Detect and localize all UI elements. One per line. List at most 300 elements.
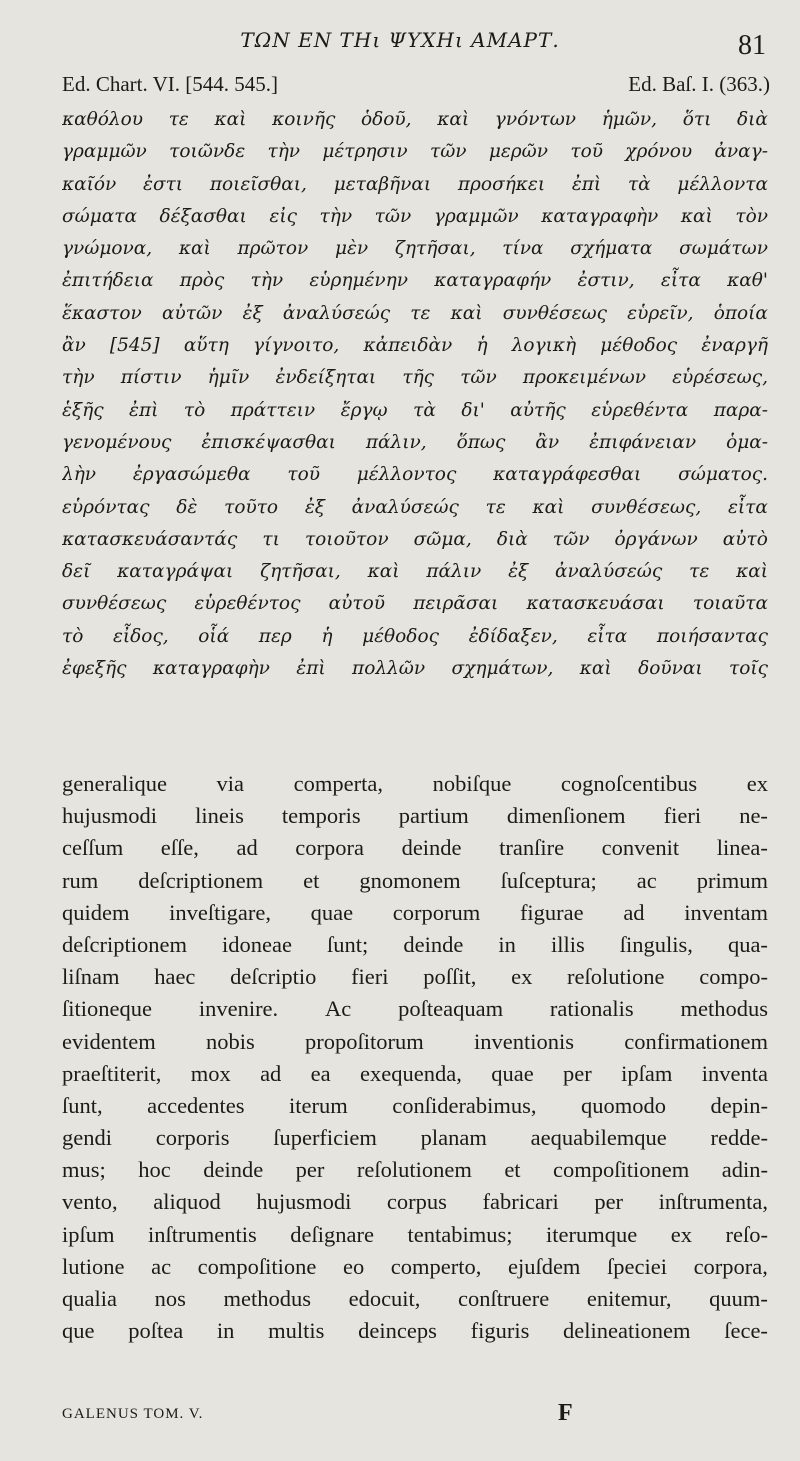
- word: αὐτῶν: [162, 302, 223, 324]
- word: εἶδος,: [112, 625, 169, 647]
- word: inſtrumenta,: [658, 1189, 768, 1215]
- latin-text-line: [62, 1154, 768, 1186]
- word: ποιεῖσθαι,: [209, 173, 307, 195]
- greek-text-line: [62, 265, 768, 297]
- word: conſiderabimus,: [392, 1092, 537, 1118]
- word: τοῦ: [570, 141, 603, 163]
- word: iterumque: [545, 1221, 638, 1247]
- running-title: ΤΩΝ ΕΝ ΤΗι ΨΥΧΗι ΑΜΑΡΤ.: [240, 28, 560, 52]
- word: ἐπιτήδεια: [62, 270, 154, 292]
- word: τὸ: [62, 625, 84, 647]
- word: εὑρεθέντα: [591, 399, 689, 421]
- word: εὑρέσεως,: [672, 367, 768, 389]
- word: deinceps: [358, 1318, 437, 1344]
- word: ἐστιν,: [577, 270, 635, 292]
- word: καὶ: [450, 302, 483, 324]
- word: τὸν: [735, 205, 768, 227]
- page-number: 81: [738, 30, 766, 61]
- word: διὰ: [496, 528, 528, 550]
- word: gnomonem: [359, 867, 461, 893]
- word: adin-: [721, 1157, 768, 1183]
- word: καὶ: [532, 496, 565, 518]
- word: εἰς: [269, 205, 297, 227]
- edition-reference-line: [62, 72, 770, 100]
- word: μεταβῆναι: [333, 173, 432, 195]
- word: invenire.: [198, 996, 279, 1022]
- greek-text-line: [62, 104, 768, 136]
- word: λὴν: [62, 464, 97, 486]
- latin-text-line: [62, 1283, 768, 1315]
- word: conſtruere: [458, 1286, 550, 1311]
- word: ἡμῖν: [207, 367, 250, 389]
- word: τῶν: [460, 367, 497, 389]
- printer-signature: GALENUS TOM. V.: [62, 1406, 204, 1422]
- word: χρόνου: [625, 141, 693, 163]
- greek-text-line: [62, 233, 768, 265]
- word: εὑρόντας: [62, 496, 150, 518]
- word: ἐπιφάνειαν: [589, 431, 697, 453]
- word: reſolutionem: [356, 1157, 472, 1183]
- word: ejuſdem: [507, 1253, 581, 1279]
- word: deinde: [203, 1157, 264, 1183]
- word: ex: [746, 771, 768, 796]
- word: generalique: [62, 771, 167, 796]
- word: primum: [696, 867, 768, 893]
- word: ἐπὶ: [129, 399, 159, 421]
- word: confirmationem: [624, 1028, 768, 1054]
- word: συνθέσεως,: [591, 496, 702, 518]
- word: γνόντων: [494, 109, 577, 130]
- word: compoſitionem: [553, 1157, 690, 1183]
- word: ne-: [739, 803, 768, 829]
- word: πρῶτον: [237, 238, 309, 260]
- word: τε: [410, 302, 431, 324]
- word: ἡμῶν,: [601, 109, 658, 130]
- word: κἀπειδὰν: [363, 335, 453, 357]
- word: ſitioneque: [62, 996, 152, 1022]
- word: καταγραφὴν: [541, 205, 659, 227]
- word: in: [216, 1318, 235, 1344]
- word: καταγράψαι: [117, 561, 234, 583]
- word: ἐναργῆ: [701, 335, 768, 357]
- latin-text-line: [62, 1186, 768, 1218]
- word: gendi: [62, 1125, 112, 1151]
- word: τοιαῦτα: [692, 593, 768, 615]
- word: deſcriptionem: [138, 867, 264, 893]
- word: σχημάτων,: [451, 658, 554, 680]
- word: corporum: [392, 899, 481, 925]
- word: per: [594, 1189, 624, 1215]
- word: πολλῶν: [352, 658, 426, 680]
- word: tentabimus;: [407, 1221, 513, 1247]
- word: τοιοῦτον: [304, 528, 389, 550]
- word: quae: [310, 899, 354, 925]
- word: ἀναλύσεώς: [351, 496, 459, 518]
- word: enitemur,: [586, 1286, 672, 1311]
- word: ὅτι: [682, 109, 712, 130]
- word: edocuit,: [348, 1286, 421, 1311]
- word: mus;: [62, 1157, 106, 1183]
- word: ad: [236, 835, 258, 861]
- word: τῶν: [374, 205, 412, 227]
- word: per: [295, 1157, 325, 1183]
- word: πίστιν: [120, 367, 182, 389]
- word: comperto,: [390, 1253, 482, 1279]
- latin-text-line: [62, 865, 768, 897]
- word: ἡ: [476, 335, 488, 357]
- latin-text-line: [62, 929, 768, 961]
- word: lineis: [195, 803, 244, 829]
- word: evidentem: [62, 1028, 156, 1054]
- word: ἔργῳ: [340, 399, 388, 421]
- word: πάλιν: [426, 561, 482, 583]
- word: ὁποία: [713, 302, 768, 324]
- word: deinde: [401, 835, 462, 861]
- greek-text-block: [62, 104, 768, 685]
- word: εἶτα: [587, 625, 628, 647]
- word: καὶ: [579, 658, 612, 680]
- word: corporis: [155, 1125, 230, 1151]
- greek-text-line: [62, 492, 768, 524]
- word: συνθέσεως: [62, 593, 167, 615]
- word: ἀναλύσεώς: [282, 302, 391, 324]
- word: μέθοδος: [362, 625, 439, 647]
- word: deſignare: [290, 1221, 374, 1247]
- word: σχήματα: [570, 238, 653, 260]
- word: per: [563, 1060, 592, 1086]
- word: καὶ: [437, 109, 470, 130]
- word: ἕκαστον: [62, 302, 142, 324]
- word: αὐτῆς: [510, 399, 566, 421]
- greek-text-line: [62, 588, 768, 620]
- word: ἐπὶ: [296, 658, 326, 680]
- word: propoſitorum: [305, 1028, 424, 1054]
- word: γίγνοιτο,: [253, 335, 340, 357]
- page-footer: [62, 1400, 770, 1432]
- word: ἐδίδαξεν,: [468, 625, 558, 647]
- word: καθ': [727, 270, 768, 292]
- word: nobiſque: [432, 771, 512, 796]
- word: τοιῶνδε: [169, 141, 246, 163]
- word: καθόλου: [62, 109, 144, 130]
- word: τὴν: [267, 141, 301, 163]
- word: ἐξ: [304, 496, 325, 518]
- word: μερῶν: [488, 141, 549, 163]
- greek-text-line: [62, 556, 768, 588]
- word: illis: [550, 931, 585, 957]
- word: μέθοδος: [600, 335, 678, 357]
- latin-text-line: [62, 961, 768, 993]
- word: ἐνδείξηται: [275, 367, 377, 389]
- word: τι: [262, 528, 280, 550]
- word: mox: [190, 1060, 231, 1086]
- word: deinde: [403, 931, 464, 957]
- word: praeſtiterit,: [62, 1060, 162, 1086]
- word: δέξασθαι: [159, 205, 247, 227]
- word: poſtea: [128, 1318, 184, 1344]
- word: corpora: [295, 835, 364, 861]
- word: καταγραφὴν: [152, 658, 270, 680]
- word: lutione: [62, 1253, 125, 1279]
- word: comperta,: [293, 771, 383, 796]
- word: ipſum: [62, 1221, 115, 1247]
- latin-text-line: [62, 1058, 768, 1090]
- word: iterum: [289, 1092, 348, 1118]
- word: [545]: [109, 335, 160, 357]
- word: καῖόν: [62, 173, 117, 195]
- word: compo-: [699, 964, 768, 990]
- word: via: [216, 771, 245, 796]
- word: tranſire: [499, 835, 565, 861]
- word: τὴν: [62, 367, 95, 389]
- word: καταγράφεσθαι: [493, 464, 642, 486]
- word: reſolutione: [567, 964, 665, 990]
- word: exequenda,: [360, 1060, 462, 1086]
- word: inventionis: [474, 1028, 575, 1054]
- word: ἂν: [62, 335, 86, 357]
- word: διὰ: [737, 109, 768, 130]
- latin-text-line: [62, 800, 768, 832]
- word: τίνα: [502, 238, 544, 260]
- word: τὸ: [183, 399, 206, 421]
- word: δὲ: [176, 496, 198, 518]
- word: quae: [491, 1060, 534, 1086]
- word: ὁμα-: [726, 431, 768, 453]
- greek-text-line: [62, 201, 768, 233]
- word: reſo-: [725, 1221, 768, 1247]
- word: τῆς: [402, 367, 435, 389]
- word: πράττειν: [230, 399, 316, 421]
- word: εἶτα: [660, 270, 701, 292]
- word: deſcriptio: [230, 964, 317, 990]
- word: ἀναγ-: [714, 141, 768, 163]
- word: idoneae: [222, 931, 292, 957]
- word: ſuperficiem: [273, 1125, 377, 1151]
- word: ex: [670, 1221, 692, 1247]
- word: εὑρεῖν,: [627, 302, 694, 324]
- word: ἡ: [321, 625, 333, 647]
- word: τὰ: [627, 173, 651, 195]
- word: μέτρησιν: [322, 141, 408, 163]
- word: ζητῆσαι,: [260, 561, 341, 583]
- word: ἐξ: [508, 561, 529, 583]
- word: depin-: [710, 1092, 768, 1118]
- word: corpora,: [693, 1253, 768, 1279]
- word: nos: [154, 1286, 186, 1311]
- word: ἂν: [535, 431, 560, 453]
- word: τὴν: [319, 205, 353, 227]
- word: κατασκευάσαι: [526, 593, 665, 615]
- latin-text-line: [62, 897, 768, 929]
- word: cognoſcentibus: [560, 771, 698, 796]
- word: σώματος.: [678, 464, 768, 486]
- word: ſuſceptura;: [500, 867, 597, 893]
- word: qualia: [62, 1286, 117, 1311]
- word: πάλιν,: [365, 431, 427, 453]
- word: que: [62, 1318, 95, 1344]
- word: αὐτὸ: [722, 528, 768, 550]
- word: δι': [461, 399, 485, 421]
- word: inſtrumentis: [148, 1221, 257, 1247]
- word: σωμάτων: [679, 238, 768, 260]
- word: γραμμῶν: [433, 205, 519, 227]
- edition-reference-basel: Ed. Baſ. I. (363.): [628, 72, 770, 96]
- word: ἐξ: [242, 302, 263, 324]
- word: καταγραφήν: [434, 270, 552, 292]
- word: ac: [151, 1253, 172, 1279]
- word: figuris: [470, 1318, 530, 1344]
- word: in: [498, 931, 516, 957]
- signature-mark: F: [558, 1400, 573, 1426]
- word: τὴν: [250, 270, 284, 292]
- latin-text-line: [62, 1026, 768, 1058]
- word: λογικὴ: [511, 335, 577, 357]
- word: quidem: [62, 899, 130, 925]
- word: οἷά: [198, 625, 230, 647]
- word: εὑρημένην: [309, 270, 408, 292]
- word: ac: [636, 867, 657, 893]
- word: προσήκει: [457, 173, 546, 195]
- word: μὲν: [334, 238, 369, 260]
- word: ἑξῆς: [62, 399, 104, 421]
- word: γνώμονα,: [62, 238, 153, 260]
- word: deſcriptionem: [62, 931, 187, 957]
- word: linea-: [716, 835, 768, 861]
- word: accedentes: [147, 1092, 245, 1118]
- word: nobis: [205, 1028, 255, 1054]
- word: ἐφεξῆς: [62, 658, 127, 680]
- greek-text-line: [62, 459, 768, 491]
- word: temporis: [281, 803, 361, 829]
- word: τῶν: [552, 528, 590, 550]
- word: hoc: [138, 1157, 171, 1183]
- word: ποιήσαντας: [656, 625, 768, 647]
- word: αὐτοῦ: [328, 593, 385, 615]
- word: γραμμῶν: [62, 141, 147, 163]
- greek-text-line: [62, 427, 768, 459]
- word: ſunt;: [327, 931, 369, 957]
- word: Ac: [325, 996, 352, 1022]
- word: τῶν: [429, 141, 467, 163]
- word: qua-: [727, 931, 768, 957]
- running-head: [0, 28, 800, 60]
- word: εἶτα: [727, 496, 768, 518]
- word: πρὸς: [179, 270, 225, 292]
- word: ἐργασώμεθα: [132, 464, 251, 486]
- word: dimenſionem: [506, 803, 626, 829]
- word: ea: [310, 1060, 331, 1086]
- word: ad: [260, 1060, 282, 1086]
- word: ſingulis,: [619, 931, 693, 957]
- word: ἐπισκέψασθαι: [201, 431, 336, 453]
- word: fieri: [351, 964, 389, 990]
- word: inveſtigare,: [169, 899, 271, 925]
- word: quum-: [709, 1286, 768, 1311]
- word: vento,: [62, 1189, 118, 1215]
- word: ζητῆσαι,: [394, 238, 476, 260]
- latin-text-line: [62, 1315, 768, 1347]
- word: τοῦτο: [224, 496, 279, 518]
- latin-text-block: [62, 768, 768, 1347]
- greek-text-line: [62, 169, 768, 201]
- word: ex: [511, 964, 533, 990]
- latin-text-line: [62, 1122, 768, 1154]
- word: παρα-: [713, 399, 768, 421]
- latin-text-line: [62, 1251, 768, 1283]
- word: ὀργάνων: [614, 528, 698, 550]
- word: σῶμα,: [413, 528, 472, 550]
- word: quomodo: [581, 1092, 667, 1118]
- word: inventam: [684, 899, 768, 925]
- word: corpus: [386, 1189, 447, 1215]
- word: κατασκευάσαντάς: [62, 528, 238, 550]
- greek-text-line: [62, 621, 768, 653]
- word: δεῖ: [62, 561, 91, 583]
- latin-text-line: [62, 1219, 768, 1251]
- word: haec: [154, 964, 196, 990]
- greek-text-line: [62, 524, 768, 556]
- word: περ: [258, 625, 292, 647]
- word: eo: [342, 1253, 365, 1279]
- word: poſſit,: [423, 964, 477, 990]
- greek-text-line: [62, 653, 768, 685]
- word: eſſe,: [160, 835, 199, 861]
- word: redde-: [710, 1125, 768, 1151]
- word: μέλλοντα: [677, 173, 768, 195]
- greek-text-line: [62, 298, 768, 330]
- latin-text-line: [62, 768, 768, 800]
- word: inventa: [701, 1060, 768, 1086]
- word: πειρᾶσαι: [413, 593, 499, 615]
- word: planam: [420, 1125, 487, 1151]
- word: μέλλοντος: [356, 464, 457, 486]
- word: συνθέσεως: [502, 302, 607, 324]
- word: τοῖς: [728, 658, 768, 680]
- word: multis: [268, 1318, 325, 1344]
- word: ἐπὶ: [571, 173, 602, 195]
- word: τε: [168, 109, 189, 130]
- word: et: [504, 1157, 521, 1183]
- word: ἐστι: [143, 173, 184, 195]
- word: καὶ: [367, 561, 400, 583]
- word: ſpeciei: [607, 1253, 667, 1279]
- greek-text-line: [62, 395, 768, 427]
- word: partium: [398, 803, 469, 829]
- word: ad: [623, 899, 645, 925]
- word: aliquod: [153, 1189, 221, 1215]
- word: ceſſum: [62, 835, 124, 861]
- word: figurae: [519, 899, 584, 925]
- word: convenit: [601, 835, 680, 861]
- word: τε: [689, 561, 710, 583]
- greek-text-line: [62, 362, 768, 394]
- word: γενομένους: [62, 431, 172, 453]
- word: καὶ: [178, 238, 211, 260]
- word: liſnam: [62, 964, 120, 990]
- word: ὁδοῦ,: [360, 109, 412, 130]
- word: αὕτη: [183, 335, 229, 357]
- word: methodus: [680, 996, 768, 1022]
- word: rum: [62, 867, 99, 893]
- word: καὶ: [680, 205, 713, 227]
- word: καὶ: [736, 561, 768, 583]
- word: προκειμένων: [522, 367, 646, 389]
- word: hujusmodi: [256, 1189, 352, 1215]
- latin-text-line: [62, 832, 768, 864]
- word: poſteaquam: [398, 996, 504, 1022]
- word: τοῦ: [287, 464, 320, 486]
- word: κοινῆς: [272, 109, 336, 130]
